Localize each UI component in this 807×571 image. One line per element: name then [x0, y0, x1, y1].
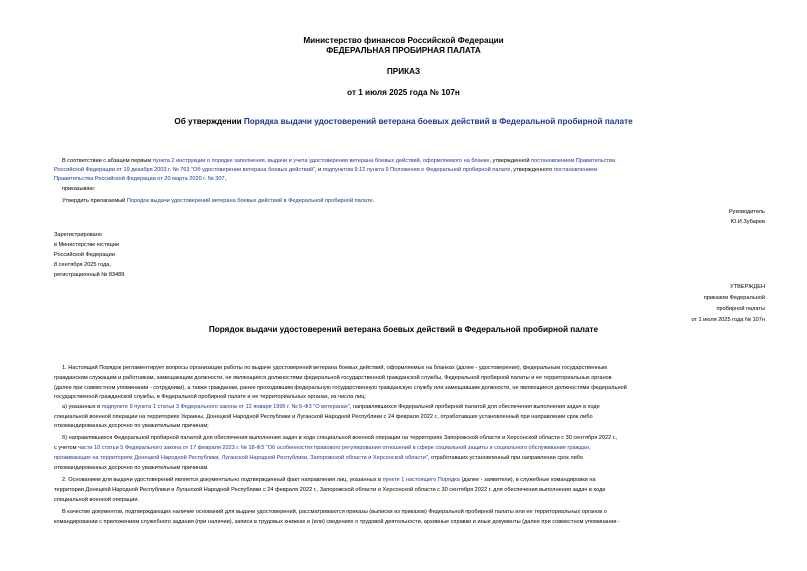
approve-line: Утвердить прилагаемый Порядок выдачи удостоверений ветерана боевых действий в Федеральной пробирной палате.	[62, 198, 375, 204]
procedure-title: Порядок выдачи удостоверений ветерана боевых действий в Федеральной пробирной палате	[208, 325, 599, 334]
subparagraph-b-line: б) направлявшихся Федеральной пробирной палатой для обеспечения выполнения задач в ходе специальной военной операции на территориях Запорожской области и Херсонской области с 30 сентября 2022 г.,	[62, 435, 618, 441]
order-title-prefix: Об утверждении	[174, 117, 244, 126]
paragraph-1-line: государственной гражданской службы, в Федеральной пробирной палате и ее территориальных органах, из числа лиц:	[54, 394, 366, 400]
order-title-link[interactable]: Порядка выдачи удостоверений ветерана боевых действий в Федеральной пробирной палате	[243, 117, 633, 126]
approval-line: УТВЕРЖДЕН	[730, 284, 765, 290]
approval-line: пробирной палаты	[716, 306, 765, 312]
procedure-link[interactable]: Порядок выдачи удостоверений ветерана боевых действий в Федеральной пробирной палате	[126, 198, 373, 204]
paragraph-2-line: 2. Основанием для выдачи удостоверений является документально подтвержденный факт направления лиц, указанных в пункте 1 настоящего Порядка (далее - заявители), в служебные командировки на	[62, 477, 596, 483]
preamble-line-3: Правительства Российской Федерации от 20 марта 2020 г. № 307,	[54, 176, 227, 182]
decree-link[interactable]: постановлением	[553, 167, 598, 173]
registration-line: Российской Федерации	[54, 252, 115, 258]
law-18fz-link-cont[interactable]: проживающих на территориях Донецкой Народной Республики, Луганской Народной Республики, Запорожской области и Херсонской области"	[54, 455, 428, 461]
registration-line: 8 сентября 2025 года,	[54, 262, 111, 268]
government-decree-link[interactable]: постановлением Правительства	[531, 158, 616, 164]
registration-line: регистрационный № 83489	[54, 272, 125, 278]
ministry-name: Министерство финансов Российской Федерации	[303, 36, 504, 45]
subparagraph-b-line: откомандированных досрочно по уважительным причинам.	[54, 465, 209, 471]
law-5fz-link[interactable]: подпункте 9 пункта 1 статьи 3 Федерального закона от 12 января 1995 г. № 5-ФЗ "О ветеранах"	[101, 404, 350, 410]
regulation-subitem-link[interactable]: подпунктом 9.12 пункта 9 Положения о Федеральной пробирной палате	[322, 167, 511, 173]
order-title	[0, 117, 807, 126]
paragraph-3-line: В качестве документов, подтверждающих наличие оснований для выдачи удостоверений, рассматриваются приказы (выписки из приказов) Федеральной пробирной палаты или ее территориальных органов о	[62, 509, 607, 515]
subparagraph-a-line: а) указанных в подпункте 9 пункта 1 статьи 3 Федерального закона от 12 января 1995 г. № 5-ФЗ "О ветеранах", направлявшихся Федеральной пробирной палатой для обеспечения выполнения задач в ходе	[62, 404, 600, 410]
paragraph-1-line: 1. Настоящий Порядок регламентирует вопросы организации работы по выдаче удостоверений ветерана боевых действий, оформляемых на бланках (далее - удостоверения), федеральным государственным	[62, 365, 607, 371]
approval-line: от 1 июля 2025 года № 107н	[691, 317, 765, 323]
paragraph-3-line: командировании с приложением служебного задания (при наличии), записи в трудовых книжках и (или) сведениях о трудовой деятельности, архивные справки и иные документы (далее при совместном упоминании -	[54, 519, 620, 525]
paragraph-1-line: гражданским служащим и работникам, замещающим должности, не являющиеся должностями федеральной государственной гражданской службы, Федеральной пробирной палаты и ее территориальных органов	[54, 375, 612, 381]
subparagraph-a-line: откомандированных досрочно по уважительным причинам;	[54, 423, 209, 429]
decree-307-link[interactable]: Правительства Российской Федерации от 20 марта 2020 г. № 307	[54, 176, 225, 182]
order-word: приказываю:	[62, 186, 96, 192]
doc-type: ПРИКАЗ	[386, 67, 421, 76]
paragraph-2-line: специальной военной операции.	[54, 497, 140, 503]
instruction-link[interactable]: пункта 2 инструкции о порядке заполнения, выдачи и учета удостоверения ветерана боевых действий, оформляемого на бланке	[152, 158, 490, 164]
signature-name: Ю.И.Зубарев	[730, 219, 765, 225]
chamber-name: ФЕДЕРАЛЬНАЯ ПРОБИРНАЯ ПАЛАТА	[326, 46, 481, 55]
registration-line: в Министерстве юстиции	[54, 242, 120, 248]
item-1-link[interactable]: пункте 1 настоящего Порядка	[382, 477, 460, 483]
subparagraph-b-line: с учетом части 10 статьи 5 Федерального закона от 17 февраля 2023 г. № 18-ФЗ "Об особенностях правового регулирования отношений в сфере социальной защиты и социального обслуживания граждан,	[54, 445, 591, 451]
paragraph-2-line: территории Донецкой Народной Республики и Луганской Народной Республики с 24 февраля 2022 г., Запорожской области и Херсонской области с 30 сентября 2022 г. для обеспечения выполнения задач в ходе	[54, 487, 606, 493]
subparagraph-a-line: специальной военной операции на территориях Украины, Донецкой Народной Республики и Луганской Народной Республики с 24 февраля 2022 г., отработавших установленный при направлении срок либо	[54, 414, 593, 420]
decree-763-link[interactable]: Российской Федерации от 19 декабря 2003 г. № 763 "Об удостоверении ветерана боевых действий"	[54, 167, 315, 173]
registration-line: Зарегистрировано	[54, 232, 102, 238]
signature-position: Руководитель	[728, 209, 765, 215]
preamble-line-1: В соответствии с абзацем первым пункта 2 инструкции о порядке заполнения, выдачи и учета удостоверения ветерана боевых действий, оформляемого на бланке, утвержденной постановлением Правительства	[62, 158, 616, 164]
preamble-line-2: Российской Федерации от 19 декабря 2003 г. № 763 "Об удостоверении ветерана боевых действий", и подпунктом 9.12 пункта 9 Положения о Федеральной пробирной палате, утвержденного постановлением	[54, 167, 598, 173]
paragraph-1-line: (далее при совместном упоминании - сотрудники), а также гражданам, ранее проходившим федеральную государственную гражданскую службу или замещавшим должности, не являющиеся должностями федеральной	[54, 385, 627, 391]
approval-line: приказом Федеральной	[703, 295, 765, 301]
order-date-number: от 1 июля 2025 года № 107н	[347, 88, 460, 97]
subparagraph-b-line: проживающих на территориях Донецкой Народной Республики, Луганской Народной Республики, Запорожской области и Херсонской области", отработавших установленный при направлении срок либо	[54, 455, 584, 461]
law-18fz-link[interactable]: части 10 статьи 5 Федерального закона от 17 февраля 2023 г. № 18-ФЗ "Об особенностях правового регулирования отношений в сфере социальной защиты и социального обслуживания граждан,	[78, 445, 591, 451]
